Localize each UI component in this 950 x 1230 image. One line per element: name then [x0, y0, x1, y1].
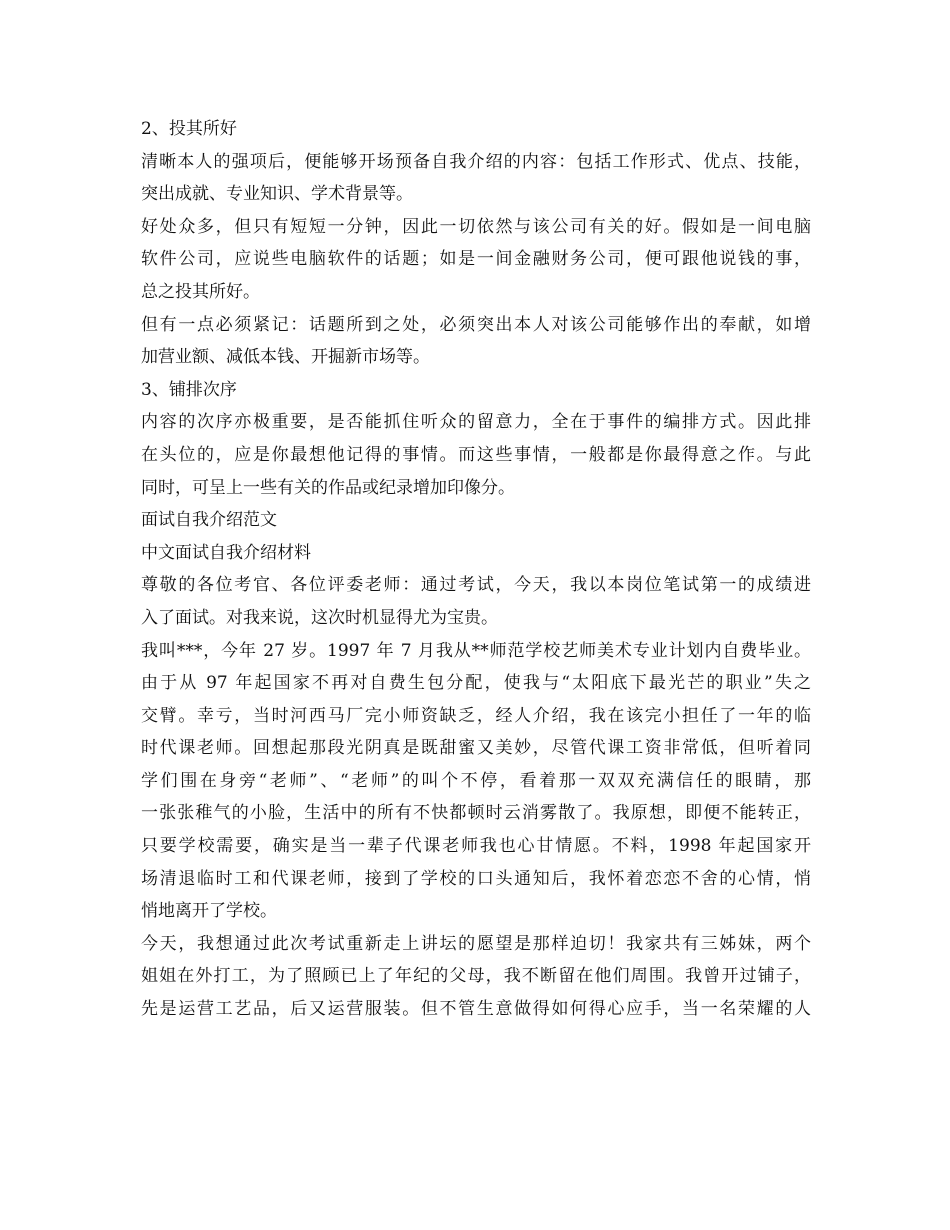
- section-heading: 2、投其所好: [141, 119, 237, 139]
- section-heading: 3、铺排次序: [141, 379, 237, 400]
- text-line: 今天，我想通过此次考试重新走上讲坛的愿望是那样迫切！我家共有三姊妹，两个: [141, 933, 811, 954]
- text-line: 加营业额、减低本钱、开掘新市场等。: [141, 347, 430, 368]
- section-heading: 面试自我介绍范文: [141, 510, 277, 531]
- text-line: 场清退临时工和代课老师，接到了学校的口头通知后，我怀着恋恋不舍的心情，悄: [141, 868, 811, 889]
- text-line: 突出成就、专业知识、学术背景等。: [141, 184, 413, 205]
- text-line: 由于从 97 年起国家不再对自费生包分配，使我与“太阳底下最光芒的职业”失之: [141, 673, 811, 694]
- text-line: 姐姐在外打工，为了照顾已上了年纪的父母，我不断留在他们周围。我曾开过铺子，: [141, 966, 811, 987]
- document-body: [141, 113, 811, 1026]
- text-line: 好处众多，但只有短短一分钟，因此一切依然与该公司有关的好。假如是一间电脑: [141, 216, 811, 237]
- text-line: 我叫***，今年 27 岁。1997 年 7 月我从**师范学校艺师美术专业计划内自费毕业。: [141, 640, 811, 661]
- text-line: 清晰本人的强项后，便能够开场预备自我介绍的内容：包括工作形式、优点、技能，: [141, 151, 811, 172]
- text-line: 软件公司，应说些电脑软件的话题；如是一间金融财务公司，便可跟他说钱的事，: [141, 249, 811, 270]
- text-line: 在头位的，应是你最想他记得的事情。而这些事情，一般都是你最得意之作。与此: [141, 444, 811, 465]
- text-line: 总之投其所好。: [141, 281, 260, 302]
- text-line: 只要学校需要，确实是当一辈子代课老师我也心甘情愿。不料，1998 年起国家开: [141, 836, 811, 857]
- text-line: 内容的次序亦极重要，是否能抓住听众的留意力，全在于事件的编排方式。因此排: [141, 412, 811, 433]
- text-line: 一张张稚气的小脸，生活中的所有不快都顿时云消雾散了。我原想，即便不能转正，: [141, 803, 811, 824]
- text-line: 但有一点必须紧记：话题所到之处，必须突出本人对该公司能够作出的奉献，如增: [141, 314, 811, 335]
- text-line: 时代课老师。回想起那段光阴真是既甜蜜又美妙，尽管代课工资非常低，但听着同: [141, 738, 811, 759]
- text-line: 学们围在身旁“老师”、“老师”的叫个不停，看着那一双双充满信任的眼睛，那: [141, 770, 811, 791]
- text-line: 同时，可呈上一些有关的作品或纪录增加印像分。: [141, 477, 515, 498]
- text-line: 入了面试。对我来说，这次时机显得尤为宝贵。: [141, 607, 498, 628]
- text-line: 尊敬的各位考官、各位评委老师：通过考试，今天，我以本岗位笔试第一的成绩进: [141, 575, 811, 596]
- text-line: 先是运营工艺品，后又运营服装。但不管生意做得如何得心应手，当一名荣耀的人: [141, 999, 811, 1020]
- section-heading: 中文面试自我介绍材料: [141, 542, 311, 563]
- text-line: 悄地离开了学校。: [141, 901, 277, 922]
- text-line: 交臂。幸亏，当时河西马厂完小师资缺乏，经人介绍，我在该完小担任了一年的临: [141, 705, 811, 726]
